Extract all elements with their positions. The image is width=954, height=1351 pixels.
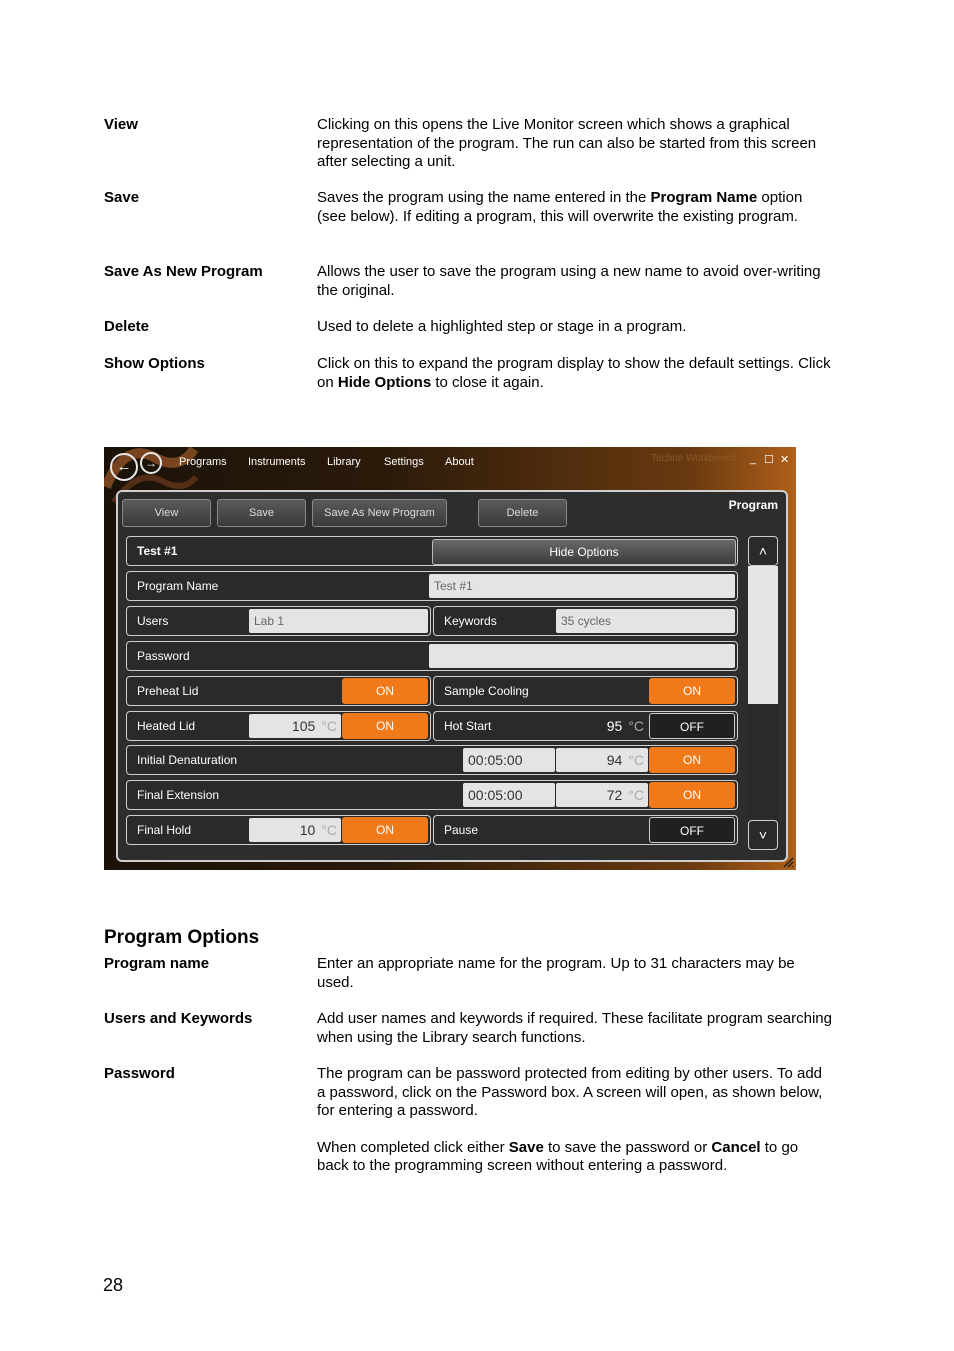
initial-denaturation-toggle[interactable]: ON	[649, 747, 735, 773]
menu-settings[interactable]: Settings	[384, 456, 424, 468]
hot-start-row	[433, 711, 738, 741]
program-name-input[interactable]: Test #1	[429, 574, 735, 598]
heated-lid-label: Heated Lid	[137, 719, 196, 733]
preheat-lid-row	[126, 676, 431, 706]
term-save-as-new: Save As New Program	[104, 263, 263, 280]
final-hold-row	[126, 815, 431, 845]
hide-options-button[interactable]: Hide Options	[432, 539, 736, 565]
password-label: Password	[137, 649, 190, 663]
hot-start-label: Hot Start	[444, 719, 492, 733]
section-title: Program Options	[104, 927, 260, 948]
menu-library[interactable]: Library	[327, 456, 361, 468]
desc-show-options: Click on this to expand the program display to show the default settings. Click on Hide Options to close it again.	[317, 355, 831, 391]
desc-password	[317, 1065, 832, 1176]
sample-cooling-row	[433, 676, 738, 706]
test-name-row	[126, 536, 738, 566]
save-as-new-program-button[interactable]: Save As New Program	[312, 499, 447, 527]
page-number: 28	[103, 1275, 124, 1295]
term-program-name: Program name	[104, 955, 210, 972]
hot-start-temp-input[interactable]: 95 °C	[556, 714, 648, 738]
desc-view: Clicking on this opens the Live Monitor screen which shows a graphical representation of the program. The run can also be started from this screen after selecting a unit.	[317, 116, 817, 170]
heated-lid-row	[126, 711, 431, 741]
scrollbar[interactable]	[748, 536, 778, 850]
test-name: Test #1	[137, 544, 178, 558]
keywords-input[interactable]: 35 cycles	[556, 609, 735, 633]
app-brand: Techne Workbench	[651, 453, 737, 464]
desc-users-keywords: Add user names and keywords if required. These facilitate program searching when using the Library search functions.	[317, 1010, 832, 1046]
save-button[interactable]: Save	[217, 499, 306, 527]
final-extension-label: Final Extension	[137, 788, 220, 802]
heated-lid-temp-input[interactable]: 105 °C	[249, 714, 341, 738]
users-row	[126, 606, 431, 636]
final-extension-temp-input[interactable]: 72 °C	[556, 783, 648, 807]
keywords-row	[433, 606, 738, 636]
program-name-row	[126, 571, 738, 601]
program-name-label: Program Name	[137, 579, 219, 593]
panel-title: Program	[728, 498, 778, 512]
desc-save-as-new: Allows the user to save the program using a new name to avoid over-writing the original.	[317, 263, 821, 299]
term-password: Password	[104, 1065, 175, 1082]
minimize-icon[interactable]: _	[750, 453, 757, 465]
pause-row	[433, 815, 738, 845]
hot-start-toggle[interactable]: OFF	[649, 713, 735, 739]
password-row	[126, 641, 738, 671]
initial-denaturation-time-input[interactable]: 00:05:00	[463, 748, 555, 772]
initial-denaturation-row	[126, 745, 738, 775]
scroll-thumb[interactable]	[748, 566, 778, 704]
desc-delete: Used to delete a highlighted step or stage in a program.	[317, 318, 687, 335]
desc-password-p2: When completed click either Save to save the password or Cancel to go back to the programming screen without entering a password.	[317, 1138, 799, 1174]
final-hold-temp-input[interactable]: 10 °C	[249, 818, 341, 842]
term-view: View	[104, 116, 138, 133]
program-screen-figure	[104, 447, 796, 870]
preheat-lid-label: Preheat Lid	[137, 684, 199, 698]
preheat-lid-toggle[interactable]: ON	[342, 678, 428, 704]
program-panel	[116, 490, 788, 862]
term-delete: Delete	[104, 318, 150, 335]
desc-save: Saves the program using the name entered in the Program Name option (see below). If editing a program, this will overwrite the existing program.	[317, 189, 803, 225]
pause-toggle[interactable]: OFF	[649, 817, 735, 843]
initial-denaturation-temp-input[interactable]: 94 °C	[556, 748, 648, 772]
forward-arrow-icon[interactable]: →	[140, 452, 162, 474]
term-save: Save	[104, 189, 140, 206]
maximize-icon[interactable]: ☐	[764, 454, 774, 466]
users-input[interactable]: Lab 1	[249, 609, 428, 633]
resize-grip-icon[interactable]	[782, 856, 794, 868]
delete-button[interactable]: Delete	[478, 499, 567, 527]
users-label: Users	[137, 614, 169, 628]
keywords-label: Keywords	[444, 614, 497, 628]
initial-denaturation-label: Initial Denaturation	[137, 753, 238, 767]
close-icon[interactable]: ✕	[780, 454, 790, 466]
final-extension-row	[126, 780, 738, 810]
menu-programs[interactable]: Programs	[179, 456, 227, 468]
final-hold-label: Final Hold	[137, 823, 192, 837]
sample-cooling-toggle[interactable]: ON	[649, 678, 735, 704]
sample-cooling-label: Sample Cooling	[444, 684, 529, 698]
menu-instruments[interactable]: Instruments	[248, 456, 306, 468]
final-extension-toggle[interactable]: ON	[649, 782, 735, 808]
menu-about[interactable]: About	[445, 456, 474, 468]
term-show-options: Show Options	[104, 355, 205, 372]
password-input[interactable]	[429, 644, 735, 668]
heated-lid-toggle[interactable]: ON	[342, 713, 428, 739]
desc-program-name: Enter an appropriate name for the program. Up to 31 characters may be used.	[317, 955, 795, 991]
scroll-up-icon[interactable]: ˄	[748, 536, 778, 566]
desc-password-p1: The program can be password protected from editing by other users. To add a password, click on the Password box. A screen will open, as shown below, for entering a password.	[317, 1065, 823, 1119]
term-users-keywords: Users and Keywords	[104, 1010, 253, 1027]
view-button[interactable]: View	[122, 499, 211, 527]
final-hold-toggle[interactable]: ON	[342, 817, 428, 843]
pause-label: Pause	[444, 823, 479, 837]
back-arrow-icon[interactable]: ←	[110, 453, 138, 481]
scroll-down-icon[interactable]: ˅	[748, 820, 778, 850]
final-extension-time-input[interactable]: 00:05:00	[463, 783, 555, 807]
scroll-track[interactable]	[748, 566, 778, 818]
